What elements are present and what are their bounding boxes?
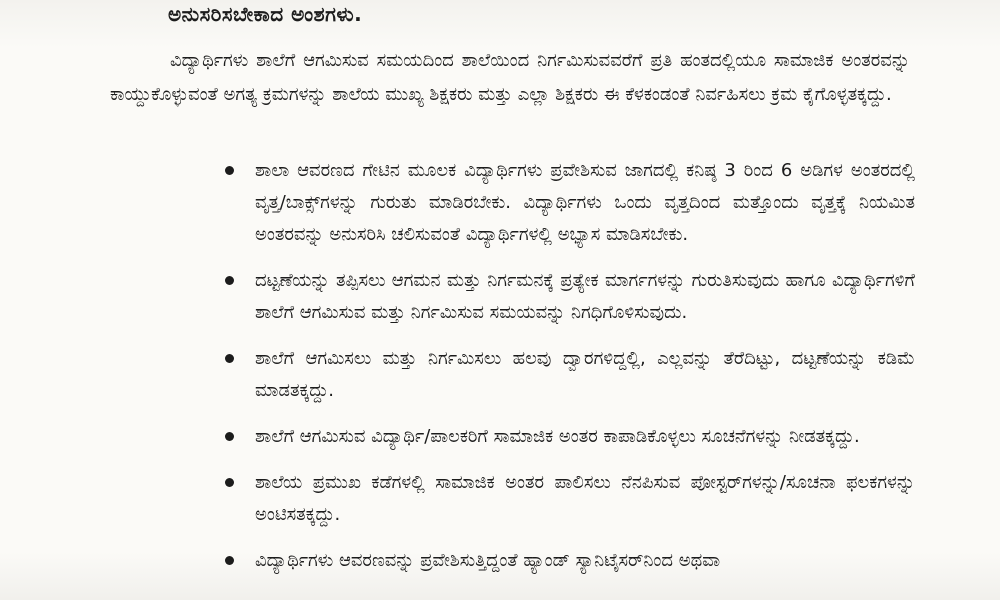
bullet-icon xyxy=(225,556,234,565)
list-item xyxy=(225,155,915,251)
bullet-icon xyxy=(225,478,234,487)
list-item xyxy=(225,265,915,329)
list-item-text: ಶಾಲೆಗೆ ಆಗಮಿಸುವ ವಿದ್ಯಾರ್ಥಿ/ಪಾಲಕರಿಗೆ ಸಾಮಾಜಿಕ ಅಂತರ ಕಾಪಾಡಿಕೊಳ್ಳಲು ಸೂಚನೆಗಳನ್ನು ನೀಡತಕ್ಕದ್ದು. xyxy=(255,426,860,447)
list-item xyxy=(225,343,915,407)
list-item-text: ಶಾಲಾ ಆವರಣದ ಗೇಟಿನ ಮೂಲಕ ವಿದ್ಯಾರ್ಥಿಗಳು ಪ್ರವೇಶಿಸುವ ಜಾಗದಲ್ಲಿ ಕನಿಷ್ಠ 3 ರಿಂದ 6 ಅಡಿಗಳ ಅಂತರದಲ್ಲಿ ವೃತ್ತ/ಬಾಕ್ಸ್‌ಗಳನ್ನು ಗುರುತು ಮಾಡಿರಬೇಕು. ವಿದ್ಯಾರ್ಥಿಗಳು ಒಂದು ವೃತ್ತದಿಂದ ಮತ್ತೊಂದು ವೃತ್ತಕ್ಕೆ ನಿಯಮಿತ ಅಂತರವನ್ನು ಅನುಸರಿಸಿ ಚಲಿಸುವಂತೆ ವಿದ್ಯಾರ್ಥಿಗಳಲ್ಲಿ ಅಭ್ಯಾಸ ಮಾಡಿಸಬೇಕು. xyxy=(255,160,915,245)
bullet-icon xyxy=(225,276,234,285)
section-heading: ಅನುಸರಿಸಬೇಕಾದ ಅಂಶಗಳು. xyxy=(168,2,363,26)
intro-paragraph: ವಿದ್ಯಾರ್ಥಿಗಳು ಶಾಲೆಗೆ ಆಗಮಿಸುವ ಸಮಯದಿಂದ ಶಾಲೆಯಿಂದ ನಿರ್ಗಮಿಸುವವರೆಗೆ ಪ್ರತಿ ಹಂತದಲ್ಲಿಯೂ ಸಾಮಾಜಿಕ ಅಂತರವನ್ನು ಕಾಯ್ದುಕೊಳ್ಳುವಂತೆ ಅಗತ್ಯ ಕ್ರಮಗಳನ್ನು ಶಾಲೆಯ ಮುಖ್ಯ ಶಿಕ್ಷಕರು ಮತ್ತು ಎಲ್ಲಾ ಶಿಕ್ಷಕರು ಈ ಕೆಳಕಂಡಂತೆ ನಿರ್ವಹಿಸಲು ಕ್ರಮ ಕೈಗೊಳ್ಳತಕ್ಕದ್ದು. xyxy=(110,50,910,105)
list-item-text: ದಟ್ಟಣೆಯನ್ನು ತಪ್ಪಿಸಲು ಆಗಮನ ಮತ್ತು ನಿರ್ಗಮನಕ್ಕೆ ಪ್ರತ್ಯೇಕ ಮಾರ್ಗಗಳನ್ನು ಗುರುತಿಸುವುದು ಹಾಗೂ ವಿದ್ಯಾರ್ಥಿಗಳಿಗೆ ಶಾಲೆಗೆ ಆಗಮಿಸುವ ಮತ್ತು ನಿರ್ಗಮಿಸುವ ಸಮಯವನ್ನು ನಿಗಧಿಗೊಳಿಸುವುದು. xyxy=(255,270,915,323)
bullet-list xyxy=(225,155,915,591)
bullet-icon xyxy=(225,166,234,175)
list-item xyxy=(225,467,915,531)
list-item-text: ವಿದ್ಯಾರ್ಥಿಗಳು ಆವರಣವನ್ನು ಪ್ರವೇಶಿಸುತ್ತಿದ್ದಂತೆ ಹ್ಯಾಂಡ್ ಸ್ಯಾನಿಟೈಸರ್‌ನಿಂದ ಅಥವಾ xyxy=(255,550,721,571)
list-item xyxy=(225,545,915,577)
bullet-icon xyxy=(225,354,234,363)
list-item-text: ಶಾಲೆಯ ಪ್ರಮುಖ ಕಡೆಗಳಲ್ಲಿ ಸಾಮಾಜಿಕ ಅಂತರ ಪಾಲಿಸಲು ನೆನಪಿಸುವ ಪೋಸ್ಟರ್‌ಗಳನ್ನು/ಸೂಚನಾ ಫಲಕಗಳನ್ನು ಅಂಟಿಸತಕ್ಕದ್ದು. xyxy=(255,472,915,525)
bullet-icon xyxy=(225,432,234,441)
list-item-text: ಶಾಲೆಗೆ ಆಗಮಿಸಲು ಮತ್ತು ನಿರ್ಗಮಿಸಲು ಹಲವು ದ್ವಾರಗಳಿದ್ದಲ್ಲಿ, ಎಲ್ಲವನ್ನು ತೆರೆದಿಟ್ಟು, ದಟ್ಟಣೆಯನ್ನು ಕಡಿಮೆ ಮಾಡತಕ್ಕದ್ದು. xyxy=(255,348,915,401)
list-item xyxy=(225,421,915,453)
